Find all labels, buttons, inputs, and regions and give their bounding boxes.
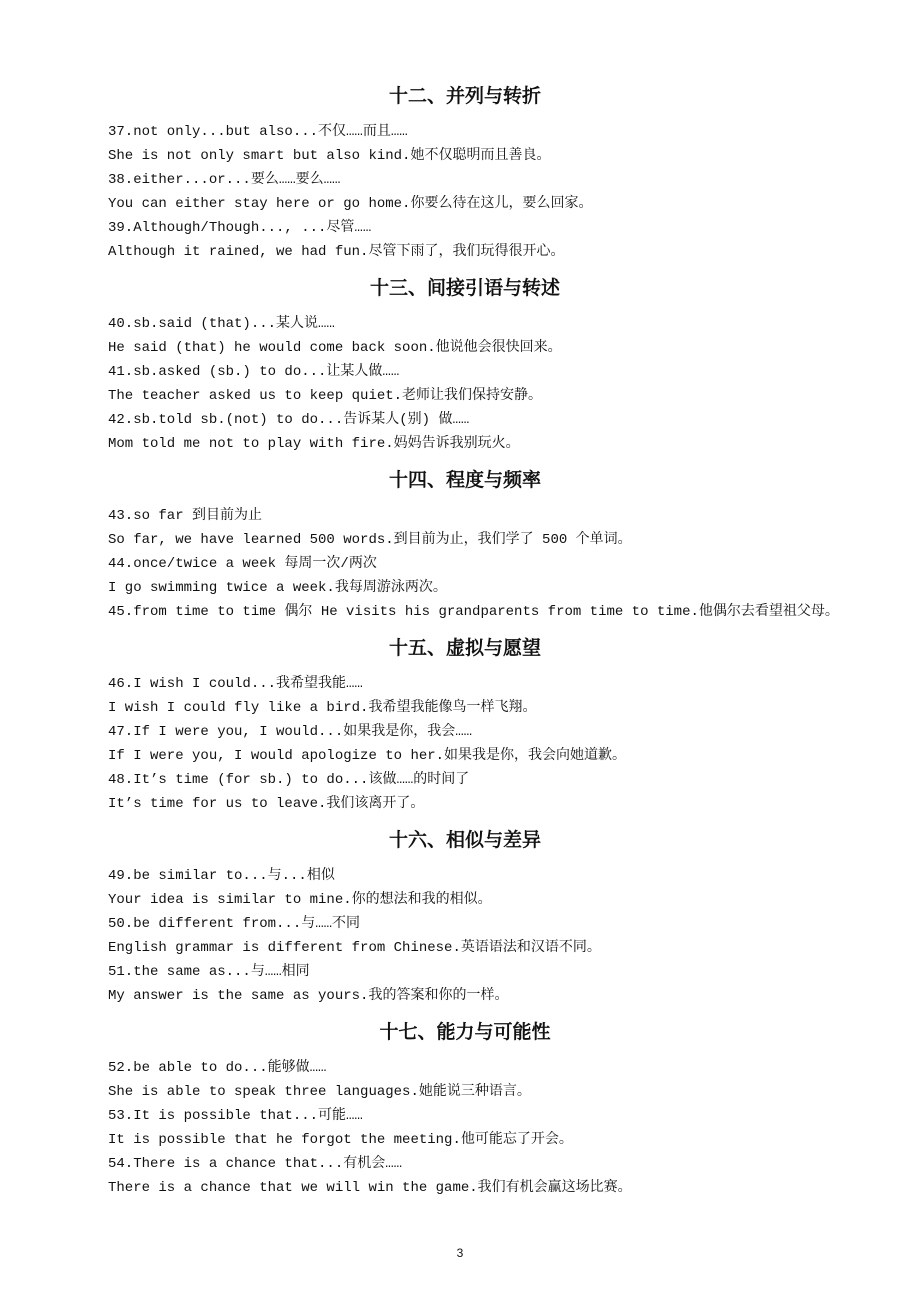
document-body bbox=[78, 72, 852, 1200]
phrase-entry: 53.It is possible that...可能…… bbox=[108, 1108, 363, 1124]
section-heading: 十四、程度与频率 bbox=[388, 469, 541, 491]
example-sentence: She is not only smart but also kind.她不仅聪明而且善良。 bbox=[108, 148, 551, 164]
example-sentence: English grammar is different from Chinese.英语语法和汉语不同。 bbox=[108, 940, 601, 956]
section-heading: 十六、相似与差异 bbox=[388, 829, 541, 851]
phrase-entry: 37.not only...but also...不仅……而且…… bbox=[108, 124, 408, 140]
example-sentence: It’s time for us to leave.我们该离开了。 bbox=[108, 796, 425, 812]
example-sentence: It is possible that he forgot the meeting.他可能忘了开会。 bbox=[108, 1132, 573, 1148]
section bbox=[78, 1008, 852, 1200]
phrase-entry: 48.It’s time (for sb.) to do...该做……的时间了 bbox=[108, 772, 470, 788]
phrase-entry: 40.sb.said (that)...某人说…… bbox=[108, 316, 335, 332]
section-heading: 十二、并列与转折 bbox=[388, 85, 541, 107]
phrase-entry: 43.so far 到目前为止 bbox=[108, 508, 263, 524]
phrase-entry: 47.If I were you, I would...如果我是你，我会…… bbox=[108, 724, 473, 740]
phrase-entry: 50.be different from...与……不同 bbox=[108, 916, 361, 932]
phrase-entry: 51.the same as...与……相同 bbox=[108, 964, 310, 980]
example-sentence: She is able to speak three languages.她能说三种语言。 bbox=[108, 1084, 531, 1100]
section bbox=[78, 72, 852, 264]
page-number: 3 bbox=[456, 1246, 464, 1260]
phrase-entry: 41.sb.asked (sb.) to do...让某人做…… bbox=[108, 364, 400, 380]
phrase-entry: 49.be similar to...与...相似 bbox=[108, 868, 335, 884]
example-sentence: I go swimming twice a week.我每周游泳两次。 bbox=[108, 580, 447, 596]
phrase-entry: 42.sb.told sb.(not) to do...告诉某人(别) 做…… bbox=[108, 412, 470, 428]
example-sentence: My answer is the same as yours.我的答案和你的一样。 bbox=[108, 988, 509, 1004]
phrase-entry: 44.once/twice a week 每周一次/两次 bbox=[108, 556, 377, 572]
phrase-entry: 39.Although/Though..., ...尽管…… bbox=[108, 220, 372, 236]
example-sentence: Mom told me not to play with fire.妈妈告诉我别玩火。 bbox=[108, 436, 520, 452]
example-sentence: You can either stay here or go home.你要么待在这儿，要么回家。 bbox=[108, 196, 593, 212]
phrase-entry: 54.There is a chance that...有机会…… bbox=[108, 1156, 403, 1172]
phrase-entry: 38.either...or...要么……要么…… bbox=[108, 172, 341, 188]
phrase-entry: 45.from time to time 偶尔 He visits his grandparents from time to time.他偶尔去看望祖父母。 bbox=[108, 604, 839, 620]
example-sentence: If I were you, I would apologize to her.如果我是你，我会向她道歉。 bbox=[108, 748, 627, 764]
example-sentence: The teacher asked us to keep quiet.老师让我们保持安静。 bbox=[108, 388, 543, 404]
phrase-entry: 52.be able to do...能够做…… bbox=[108, 1060, 327, 1076]
phrase-entry: 46.I wish I could...我希望我能…… bbox=[108, 676, 363, 692]
section-heading: 十七、能力与可能性 bbox=[379, 1021, 551, 1043]
example-sentence: I wish I could fly like a bird.我希望我能像鸟一样飞翔。 bbox=[108, 700, 537, 716]
example-sentence: He said (that) he would come back soon.他说他会很快回来。 bbox=[108, 340, 562, 356]
section-heading: 十五、虚拟与愿望 bbox=[388, 637, 541, 659]
section bbox=[78, 624, 852, 816]
example-sentence: Your idea is similar to mine.你的想法和我的相似。 bbox=[108, 892, 492, 908]
section bbox=[78, 456, 852, 624]
section bbox=[78, 264, 852, 456]
example-sentence: There is a chance that we will win the game.我们有机会赢这场比赛。 bbox=[108, 1180, 632, 1196]
section-heading: 十三、间接引语与转述 bbox=[369, 277, 560, 299]
example-sentence: So far, we have learned 500 words.到目前为止，我们学了 500 个单词。 bbox=[108, 532, 632, 548]
section bbox=[78, 816, 852, 1008]
example-sentence: Although it rained, we had fun.尽管下雨了，我们玩得很开心。 bbox=[108, 244, 565, 260]
